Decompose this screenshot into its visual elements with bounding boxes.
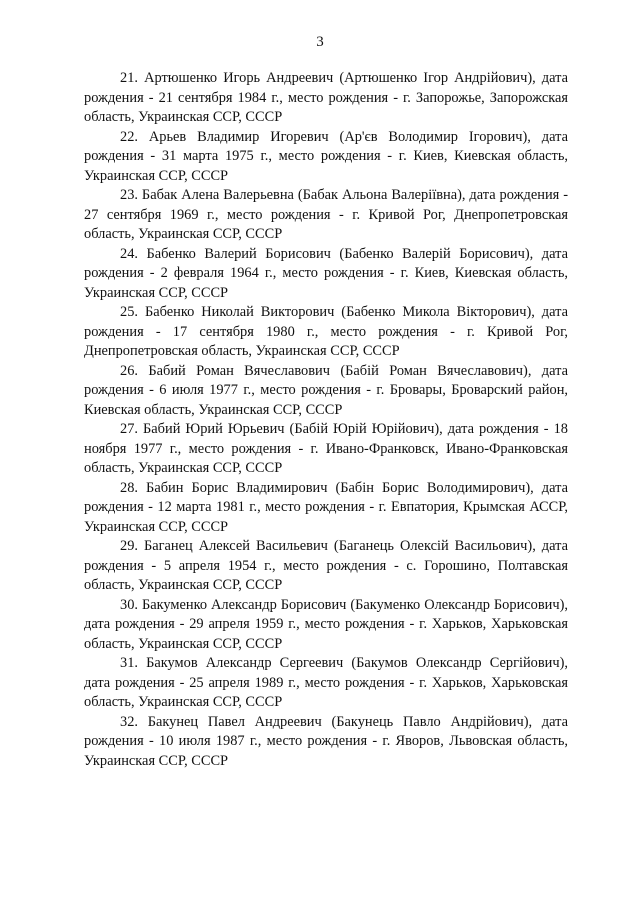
- list-item: 31. Бакумов Александр Сергеевич (Бакумов Олександр Сергійович), дата рождения - 25 апреля 1989 г., место рождения - г. Харьков, Харьковская область, Украинская ССР, СССР: [84, 655, 568, 710]
- list-item: 21. Артюшенко Игорь Андреевич (Артюшенко Ігор Андрійович), дата рождения - 21 сентября 1984 г., место рождения - г. Запорожье, Запорожская область, Украинская ССР, СССР: [84, 70, 568, 125]
- list-item: 25. Бабенко Николай Викторович (Бабенко Микола Вікторович), дата рождения - 17 сентября 1980 г., место рождения - г. Кривой Рог, Днепропетровская область, Украинская ССР, СССР: [84, 304, 568, 359]
- list-item: 32. Бакунец Павел Андреевич (Бакунець Павло Андрійович), дата рождения - 10 июля 1987 г., место рождения - г. Яворов, Львовская область, Украинская ССР, СССР: [84, 713, 568, 769]
- list-item: 26. Бабий Роман Вячеславович (Бабій Роман Вячеславович), дата рождения - 6 июля 1977 г., место рождения - г. Бровары, Броварский район, Киевская область, Украинская ССР, СССР: [84, 362, 568, 418]
- list-item: 30. Бакуменко Александр Борисович (Бакуменко Олександр Борисович), дата рождения - 29 апреля 1959 г., место рождения - г. Харьков, Харьковская область, Украинская ССР, СССР: [84, 596, 568, 652]
- list-item: 29. Баганец Алексей Васильевич (Баганець Олексій Васильович), дата рождения - 5 апреля 1954 г., место рождения - с. Горошино, Полтавская область, Украинская ССР, СССР: [84, 538, 568, 593]
- list-item: 23. Бабак Алена Валерьевна (Бабак Альона Валеріївна), дата рождения - 27 сентября 1969 г., место рождения - г. Кривой Рог, Днепропетровская область, Украинская ССР, СССР: [84, 187, 568, 242]
- list-item: 27. Бабий Юрий Юрьевич (Бабій Юрій Юрійович), дата рождения - 18 ноября 1977 г., место рождения - г. Ивано-Франковск, Ивано-Франковская область, Украинская ССР, СССР: [84, 421, 568, 476]
- page-number: 3: [316, 34, 324, 50]
- list-item: 28. Бабин Борис Владимирович (Бабін Борис Володимирович), дата рождения - 12 марта 1981 г., место рождения - г. Евпатория, Крымская АССР, Украинская ССР, СССР: [84, 479, 568, 535]
- list-item: 22. Арьев Владимир Игоревич (Ар'єв Володимир Ігорович), дата рождения - 31 марта 1975 г., место рождения - г. Киев, Киевская область, Украинская ССР, СССР: [84, 128, 568, 184]
- list-item: 24. Бабенко Валерий Борисович (Бабенко Валерій Борисович), дата рождения - 2 февраля 1964 г., место рождения - г. Киев, Киевская область, Украинская ССР, СССР: [84, 245, 568, 301]
- entry-list: [84, 69, 568, 771]
